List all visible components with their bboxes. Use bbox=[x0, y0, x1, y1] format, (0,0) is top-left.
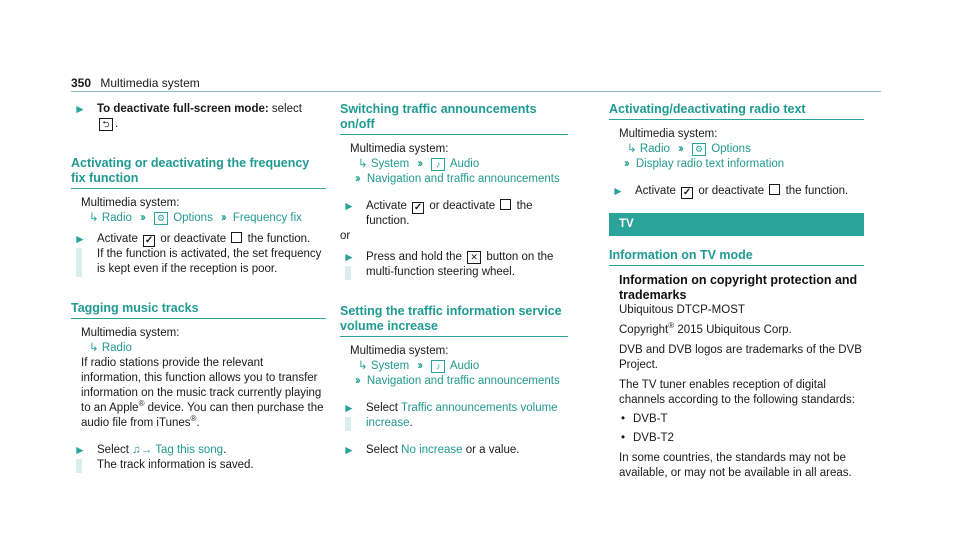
activate-step bbox=[609, 184, 864, 199]
press-step bbox=[340, 250, 568, 280]
deact-label: To deactivate full-screen mode: bbox=[97, 103, 269, 115]
audio-icon: ♪ bbox=[431, 158, 445, 171]
reg-mark: ® bbox=[668, 321, 675, 331]
column-1 bbox=[71, 102, 326, 473]
ms-label: Multimedia system: bbox=[350, 345, 449, 357]
copyright-label: Copyright bbox=[619, 324, 669, 336]
or-deactivate-text: or deactivate bbox=[429, 200, 496, 212]
countries-text: In some countries, the standards may not be available, or may not be available in all areas. bbox=[619, 452, 852, 479]
heading-frequency-fix: Activating or deactivating the frequency fix function bbox=[71, 156, 326, 189]
select-volume-step: ► Select Traffic announcements volume increase. bbox=[343, 401, 558, 429]
page-number: 350 bbox=[71, 76, 92, 90]
step-arrow-icon: ► bbox=[343, 401, 355, 415]
chevron-icon: ›› bbox=[624, 158, 628, 170]
chevron-icon: ›› bbox=[417, 158, 422, 170]
reg-mark: ® bbox=[190, 414, 197, 424]
tv-info bbox=[609, 273, 864, 481]
copyright-heading: Information on copyright protection and trademarks bbox=[619, 273, 858, 302]
standard-item: • DVB-T2 bbox=[619, 431, 864, 446]
reg-mark: ® bbox=[138, 399, 145, 409]
menu-path bbox=[71, 196, 326, 226]
menu-display-radio-text[interactable]: Display radio text information bbox=[635, 158, 785, 170]
menu-path bbox=[340, 142, 568, 187]
heading-volume-increase: Setting the traffic information service volume increase bbox=[340, 304, 568, 337]
step-bar bbox=[345, 266, 351, 280]
tagging-paragraph: If radio stations provide the relevant information, this function allows you to transfer information on the music track currently playing to an Apple bbox=[81, 357, 322, 414]
menu-options[interactable]: Options bbox=[173, 212, 213, 224]
page-header bbox=[71, 76, 200, 91]
menu-options[interactable]: Options bbox=[711, 143, 751, 155]
volume-increase-link[interactable]: Traffic announcements volume increase bbox=[366, 402, 558, 429]
corner-arrow-icon: ↳ bbox=[358, 158, 368, 170]
ms-label: Multimedia system: bbox=[81, 327, 180, 339]
heading-traffic: Switching traffic announcements on/off bbox=[340, 102, 568, 135]
step-bar bbox=[76, 248, 82, 277]
audio-icon: ♪ bbox=[431, 360, 445, 373]
select-text: Select bbox=[366, 402, 398, 414]
menu-frequency-fix[interactable]: Frequency fix bbox=[232, 212, 302, 224]
corner-arrow-icon: ↳ bbox=[89, 342, 99, 354]
dtcp-text: Ubiquitous DTCP-MOST bbox=[619, 304, 745, 316]
menu-radio[interactable]: Radio bbox=[101, 342, 132, 354]
mute-icon: ✕ bbox=[467, 251, 481, 264]
copyright-rest: 2015 Ubiquitous Corp. bbox=[674, 324, 792, 336]
checkbox-empty-icon bbox=[769, 184, 780, 195]
deact-rest: select bbox=[268, 103, 302, 115]
checkbox-empty-icon bbox=[231, 232, 242, 243]
activate-text: Activate bbox=[366, 200, 407, 212]
chevron-icon: ›› bbox=[355, 173, 359, 185]
menu-system[interactable]: System bbox=[370, 158, 410, 170]
menu-navigation[interactable]: Navigation and traffic announcements bbox=[366, 375, 560, 387]
standard-item: • DVB-T bbox=[619, 412, 864, 427]
column-2 bbox=[340, 102, 568, 458]
dvb-logos-text: DVB and DVB logos are trademarks of the DVB Project. bbox=[619, 344, 862, 371]
select-tag-step: ► Select ♫→ Tag this song. The track information is saved. bbox=[74, 443, 254, 471]
step-arrow-icon: ► bbox=[612, 184, 624, 198]
press-rest-text: button on the multi-function steering wheel. bbox=[366, 251, 554, 278]
activate-text: Activate bbox=[635, 185, 676, 197]
function-text: the function. bbox=[366, 200, 533, 227]
ms-label: Multimedia system: bbox=[619, 128, 718, 140]
activate-step bbox=[71, 232, 326, 277]
step-arrow-icon: ► bbox=[74, 232, 86, 246]
step-bar bbox=[76, 459, 82, 473]
menu-audio[interactable]: Audio bbox=[449, 360, 480, 372]
chevron-icon: ›› bbox=[355, 375, 359, 387]
press-text: Press and hold the bbox=[366, 251, 462, 263]
back-icon: ⮌ bbox=[99, 118, 113, 131]
tuner-text: The TV tuner enables reception of digital channels according to the following standards: bbox=[619, 379, 855, 406]
menu-path bbox=[609, 127, 864, 172]
ms-label: Multimedia system: bbox=[350, 143, 449, 155]
chevron-icon: ›› bbox=[417, 360, 422, 372]
function-text: the function. bbox=[247, 233, 311, 245]
tag-song-link[interactable]: ♫→ Tag this song bbox=[132, 444, 224, 456]
select-value-step bbox=[340, 443, 568, 458]
menu-radio[interactable]: Radio bbox=[101, 212, 132, 224]
menu-audio[interactable]: Audio bbox=[449, 158, 480, 170]
page-title: Multimedia system bbox=[100, 76, 200, 90]
checkbox-empty-icon bbox=[500, 199, 511, 210]
menu-radio[interactable]: Radio bbox=[639, 143, 670, 155]
menu-path-2 bbox=[340, 344, 568, 389]
corner-arrow-icon: ↳ bbox=[89, 212, 99, 224]
activate-step bbox=[340, 199, 568, 229]
saved-text: The track information is saved. bbox=[97, 459, 254, 471]
corner-arrow-icon: ↳ bbox=[627, 143, 637, 155]
tv-section-band: TV bbox=[609, 213, 864, 236]
activate-text: Activate bbox=[97, 233, 138, 245]
step-arrow-icon: ► bbox=[343, 250, 355, 264]
header-rule bbox=[71, 91, 881, 92]
menu-system[interactable]: System bbox=[370, 360, 410, 372]
step-arrow-icon: ► bbox=[74, 443, 86, 457]
checkbox-checked-icon: ✓ bbox=[682, 187, 692, 198]
menu-path-2: Multimedia system: ↳ Radio If radio stations provide the relevant information, this function allows you to transfer information on the music track currently playing to an Apple® device. You can then purchase the audio file from iTunes®. bbox=[71, 326, 326, 431]
menu-navigation[interactable]: Navigation and traffic announcements bbox=[366, 173, 560, 185]
or-deactivate-text: or deactivate bbox=[698, 185, 765, 197]
step-arrow-icon: ► bbox=[343, 443, 355, 457]
checkbox-checked-icon: ✓ bbox=[413, 202, 423, 213]
chevron-icon: ›› bbox=[678, 143, 682, 155]
tagging-paragraph-tail: device. You can then purchase the audio file from iTunes bbox=[81, 402, 324, 429]
select-text: Select bbox=[366, 444, 398, 456]
or-text: or bbox=[340, 230, 351, 242]
function-text: the function. bbox=[785, 185, 849, 197]
heading-tv-mode: Information on TV mode bbox=[609, 248, 864, 266]
chevron-icon: ›› bbox=[140, 212, 144, 224]
checkbox-checked-icon: ✓ bbox=[144, 235, 154, 246]
ms-label: Multimedia system: bbox=[81, 197, 180, 209]
or-deactivate-text: or deactivate bbox=[160, 233, 227, 245]
step-arrow-icon: ► bbox=[343, 199, 355, 213]
heading-radio-text: Activating/deactivating radio text bbox=[609, 102, 864, 120]
no-increase-link[interactable]: No increase bbox=[401, 444, 463, 456]
corner-arrow-icon: ↳ bbox=[358, 360, 368, 372]
column-3 bbox=[609, 102, 864, 481]
step-bar bbox=[345, 417, 351, 431]
step-text: If the function is activated, the set frequency is kept even if the reception is poor. bbox=[97, 248, 322, 275]
heading-tagging: Tagging music tracks bbox=[71, 301, 326, 319]
step-arrow-icon: ► bbox=[74, 102, 86, 116]
select-text: Select bbox=[97, 444, 129, 456]
or-value-text: or a value. bbox=[465, 444, 520, 456]
gear-icon: ⚙ bbox=[692, 143, 706, 156]
chevron-icon: ›› bbox=[221, 212, 225, 224]
deactivate-fullscreen-step: ► To deactivate full-screen mode: select ⮌ . bbox=[74, 102, 302, 130]
gear-icon: ⚙ bbox=[154, 212, 168, 225]
